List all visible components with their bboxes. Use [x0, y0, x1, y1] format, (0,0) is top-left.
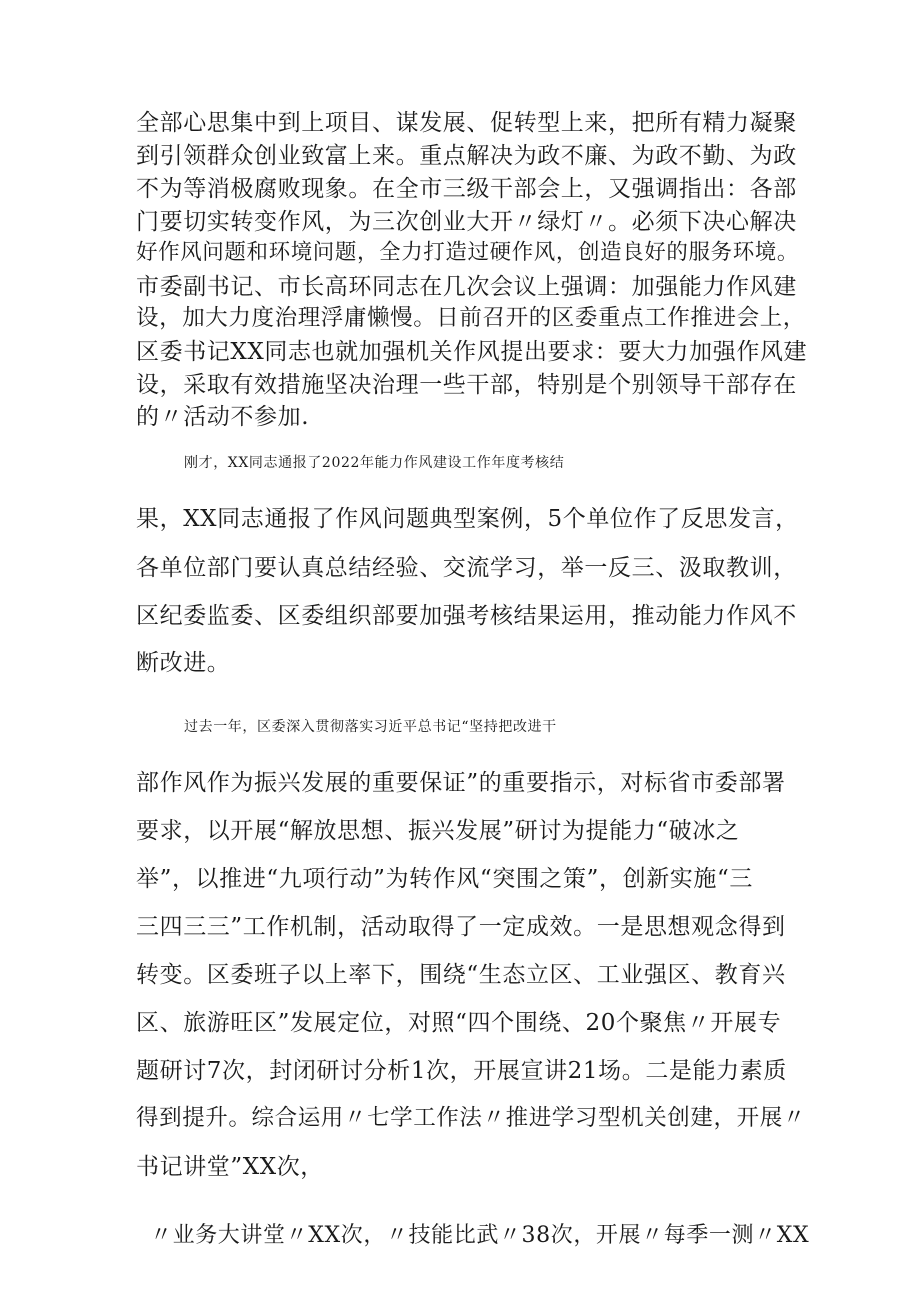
- text-line: 〃业务大讲堂〃XX次，〃技能比武〃38次，开展〃每季一测〃XX: [150, 1223, 810, 1248]
- text-line: 三四三三”工作机制，活动取得了一定成效。一是思想观念得到: [136, 914, 786, 940]
- text-line: 要求，以开展“解放思想、振兴发展”研讨为提能力“破冰之: [136, 818, 740, 844]
- text-line: 好作风问题和环境问题，全力打造过硬作风，创造良好的服务环境。: [136, 240, 800, 265]
- text-line: 市委副书记、市长高环同志在几次会议上强调：加强能力作风建: [136, 274, 797, 300]
- text-line: 断改进。: [136, 650, 231, 676]
- text-line: 部作风作为振兴发展的重要保证”的重要指示，对标省市委部署: [136, 770, 786, 796]
- text-line: 区纪委监委、区委组织部要加强考核结果运用，推动能力作风不: [136, 603, 797, 629]
- text-line: 设，加大力度治理浮庸懒慢。日前召开的区委重点工作推进会上，: [136, 305, 806, 331]
- paragraph-first-line: 刚才，XX同志通报了2022年能力作风建设工作年度考核结: [184, 455, 565, 471]
- text-line: 举”，以推进“九项行动”为转作风“突围之策”，创新实施“三: [136, 866, 753, 892]
- paragraph-first-line: 过去一年，区委深入贯彻落实习近平总书记“坚持把改进干: [184, 719, 557, 735]
- text-line: 的〃活动不参加.: [136, 404, 310, 430]
- text-line: 题研讨7次，封闭研讨分析1次，开展宣讲21场。二是能力素质: [136, 1058, 787, 1084]
- text-line: 到引领群众创业致富上来。重点解决为政不廉、为政不勤、为政: [136, 143, 797, 169]
- text-line: 区、旅游旺区”发展定位，对照“四个围绕、20个聚焦〃开展专: [136, 1010, 782, 1036]
- text-line: 不为等消极腐败现象。在全市三级干部会上，又强调指出：各部: [136, 176, 797, 202]
- text-line: 门要切实转变作风，为三次创业大开〃绿灯〃。必须下决心解决: [136, 209, 797, 235]
- text-line: 果，XX同志通报了作风问题典型案例，5个单位作了反思发言，: [136, 506, 799, 532]
- text-line: 区委书记XX同志也就加强机关作风提出要求：要大力加强作风建: [136, 339, 808, 365]
- text-line: 设，采取有效措施坚决治理一些干部，特别是个别领导干部存在: [136, 372, 797, 398]
- text-line: 全部心思集中到上项目、谋发展、促转型上来，把所有精力凝聚: [136, 110, 797, 136]
- text-line: 各单位部门要认真总结经验、交流学习，举一反三、汲取教训，: [136, 555, 797, 581]
- text-line: 转变。区委班子以上率下，围绕“生态立区、工业强区、教育兴: [136, 962, 786, 988]
- text-line: 得到提升。综合运用〃七学工作法〃推进学习型机关创建，开展〃: [136, 1105, 806, 1131]
- text-line: 书记讲堂”XX次，: [136, 1154, 324, 1180]
